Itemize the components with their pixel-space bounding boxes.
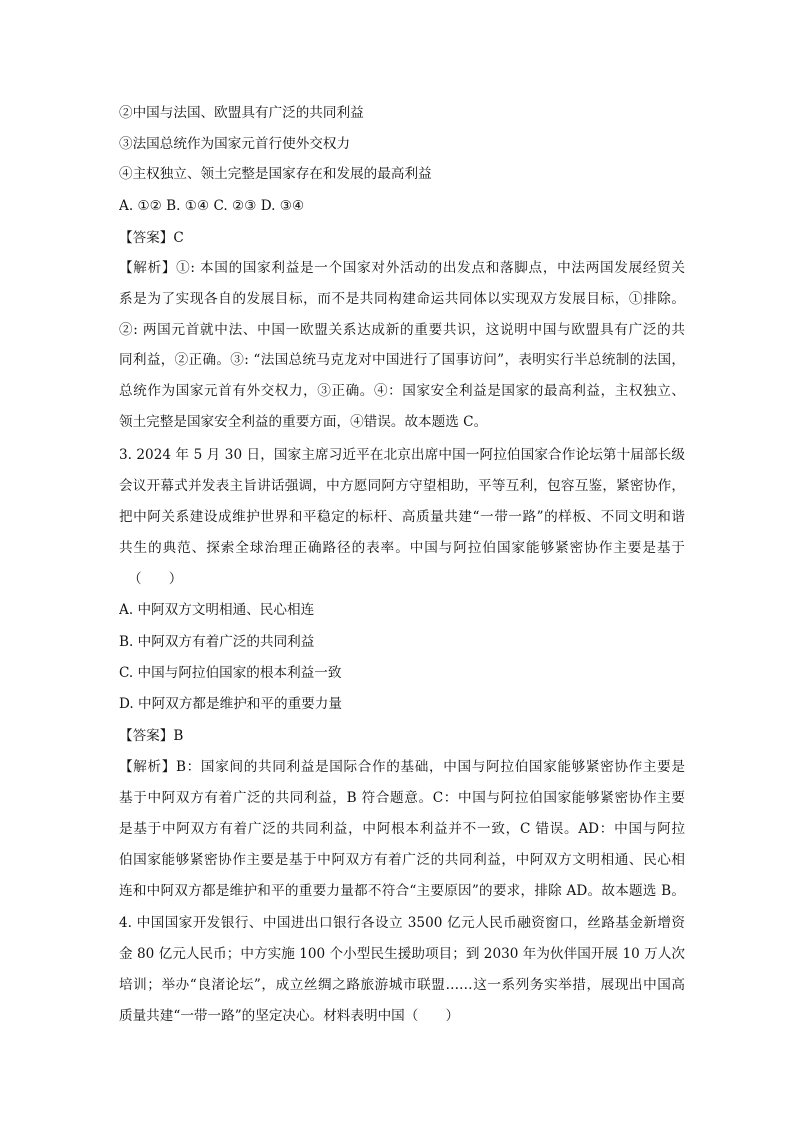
question-4-line: 质量共建“一带一路”的坚定决心。材料表明中国（ ）: [119, 1008, 460, 1024]
analysis-line: 基于中阿双方有着广泛的共同利益，B 符合题意。C：中国与阿拉伯国家能够紧密协作主要: [119, 790, 685, 806]
option-2-statement: ②中国与法国、欧盟具有广泛的共同利益: [119, 105, 364, 121]
choice-a: A. 中阿双方文明相通、民心相连: [119, 602, 315, 618]
analysis-line: 领土完整是国家安全利益的重要方面，④错误。故本题选 C。: [119, 414, 488, 430]
analysis-line: 【解析】①: 本国的国家利益是一个国家对外活动的出发点和落脚点，中法两国发展经贸关: [119, 260, 685, 276]
question-3-line: 共生的典范、探索全球治理正确路径的表率。中国与阿拉伯国家能够紧密协作主要是基于: [119, 540, 685, 556]
answer-label: 【答案】C: [119, 230, 184, 246]
question-3-line: 3. 2024 年 5 月 30 日，国家主席习近平在北京出席中国一阿拉伯国家合作论坛第十届部长级: [119, 447, 685, 463]
option-4-statement: ④主权独立、领土完整是国家存在和发展的最高利益: [119, 166, 432, 182]
analysis-line: 同利益，②正确。③: “法国总统马克龙对中国进行了国事访问”，表明实行半总统制的法国，: [119, 352, 685, 368]
choice-b: B. 中阿双方有着广泛的共同利益: [119, 634, 315, 650]
analysis-line: 是基于中阿双方有着广泛的共同利益，中阿根本利益并不一致，C 错误。AD：中国与阿拉: [119, 821, 685, 837]
answer-choices: A. ①② B. ①④ C. ②③ D. ③④: [119, 198, 305, 214]
analysis-line: ②: 两国元首就中法、中国一欧盟关系达成新的重要共识，这说明中国与欧盟具有广泛的共: [119, 322, 685, 338]
choice-c: C. 中国与阿拉伯国家的根本利益一致: [119, 665, 342, 681]
question-4-line: 金 80 亿元人民币；中方实施 100 个小型民生援助项目；到 2030 年为伙伴国开展 10 万人次: [119, 946, 685, 962]
analysis-line: 系是为了实现各自的发展目标，而不是共同构建命运共同体以实现双方发展目标，①排除。: [119, 291, 685, 307]
analysis-line: 总统作为国家元首有外交权力，③正确。④：国家安全利益是国家的最高利益，主权独立、: [119, 383, 685, 399]
analysis-line: 连和中阿双方都是维护和平的重要力量都不符合“主要原因”的要求，排除 AD。故本题选 B。: [119, 883, 685, 899]
question-3-blank: （ ）: [128, 571, 183, 587]
question-4-line: 培训；举办“良渚论坛”，成立丝绸之路旅游城市联盟……这一系列务实举措，展现出中国高: [119, 977, 685, 993]
question-3-line: 把中阿关系建设成维护世界和平稳定的标杆、高质量共建“一带一路”的样板、不同文明和谐: [119, 509, 685, 525]
analysis-line: 【解析】B：国家间的共同利益是国际合作的基础，中国与阿拉伯国家能够紧密协作主要是: [119, 759, 685, 775]
question-3-line: 会议开幕式并发表主旨讲话强调，中方愿同阿方守望相助，平等互利，包容互鉴，紧密协作，: [119, 478, 685, 494]
analysis-line: 伯国家能够紧密协作主要是基于中阿双方有着广泛的共同利益，中阿双方文明相通、民心相: [119, 852, 685, 868]
choice-d: D. 中阿双方都是维护和平的重要力量: [119, 696, 342, 712]
answer-label: 【答案】B: [119, 728, 184, 744]
question-4-line: 4. 中国国家开发银行、中国进出口银行各设立 3500 亿元人民币融资窗口，丝路基金新增资: [119, 915, 685, 931]
option-3-statement: ③法国总统作为国家元首行使外交权力: [119, 136, 351, 152]
